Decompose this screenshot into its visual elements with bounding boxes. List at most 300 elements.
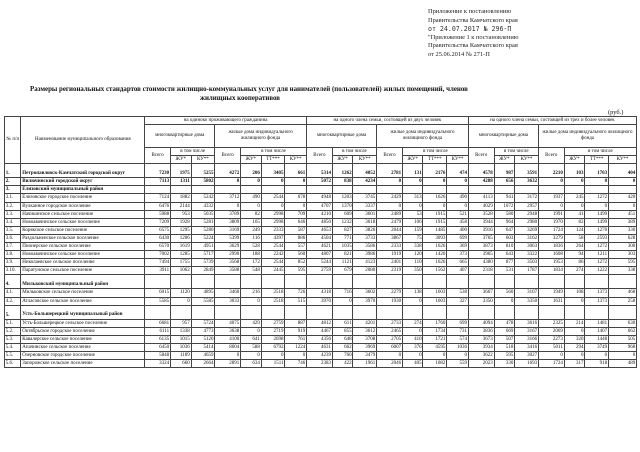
value-cell: 2333: [261, 226, 285, 234]
value-cell: [564, 186, 585, 194]
value-cell: 258: [608, 297, 636, 305]
col-header-zhu: ЖУ*: [402, 156, 423, 164]
value-cell: 669: [494, 327, 515, 335]
value-cell: [564, 305, 585, 319]
value-cell: 515: [285, 297, 307, 305]
row-number: 2.: [5, 178, 21, 186]
col-header-apartment: многоквартирные дома: [307, 125, 377, 148]
value-cell: 3745: [353, 194, 377, 202]
row-number: 3.10.: [5, 267, 21, 275]
value-cell: [332, 275, 353, 289]
value-cell: 1270: [585, 226, 609, 234]
value-cell: 2242: [261, 251, 285, 259]
value-cell: 330: [608, 226, 636, 234]
municipality-name: Апачинское сельское поселение: [21, 343, 145, 351]
value-cell: 0: [538, 351, 564, 359]
row-number: 4.2.: [5, 297, 21, 305]
value-cell: 2948: [515, 210, 539, 218]
value-cell: 643: [494, 251, 515, 259]
value-cell: 131: [402, 164, 423, 178]
col-header-zhu: ЖУ*: [332, 156, 353, 164]
col-header-incl: в том числе: [494, 148, 538, 156]
value-cell: 1407: [585, 327, 609, 335]
value-cell: 611: [332, 319, 353, 327]
value-cell: 2957: [515, 202, 539, 210]
value-cell: 4850: [307, 218, 333, 226]
approval-header: [428, 8, 634, 60]
value-cell: [447, 275, 469, 289]
value-cell: 5724: [191, 319, 215, 327]
value-cell: 3765: [468, 234, 494, 242]
value-cell: 1608: [538, 251, 564, 259]
value-cell: 2705: [377, 335, 403, 343]
value-cell: 507: [494, 335, 515, 343]
value-cell: 5281: [191, 218, 215, 226]
value-cell: 2210: [538, 164, 564, 178]
value-cell: 964: [494, 218, 515, 226]
value-cell: 4631: [307, 343, 333, 351]
value-cell: 300: [608, 243, 636, 251]
value-cell: 1562: [423, 267, 447, 275]
col-header-incl: в том числе: [241, 148, 307, 156]
value-cell: [285, 275, 307, 289]
value-cell: 108: [564, 289, 585, 297]
value-cell: 0: [608, 202, 636, 210]
value-cell: 595: [285, 267, 307, 275]
value-cell: 0: [241, 297, 262, 305]
value-cell: 4288: [468, 178, 494, 186]
value-cell: 1121: [332, 259, 353, 267]
value-cell: 548: [241, 267, 262, 275]
value-cell: 560: [494, 289, 515, 297]
value-cell: 216: [241, 289, 262, 297]
value-cell: 1721: [423, 335, 447, 343]
value-cell: 3616: [515, 319, 539, 327]
value-cell: 3166: [515, 335, 539, 343]
value-cell: 3944: [468, 218, 494, 226]
value-cell: 2698: [261, 335, 285, 343]
value-cell: [145, 275, 171, 289]
col-header-total: Всего: [215, 148, 241, 164]
value-cell: 1930: [377, 297, 403, 305]
value-cell: 1915: [423, 218, 447, 226]
value-cell: 3622: [468, 351, 494, 359]
value-cell: 3712: [215, 194, 241, 202]
value-cell: [585, 275, 609, 289]
value-cell: 1953: [538, 259, 564, 267]
value-cell: 0: [564, 351, 585, 359]
row-number: 5.4.: [5, 343, 21, 351]
value-cell: 634: [241, 360, 262, 368]
value-cell: 4234: [353, 178, 377, 186]
value-cell: 369: [447, 243, 469, 251]
row-number: 3.6.: [5, 234, 21, 242]
col-header-apartment: многоквартирные дома: [468, 125, 538, 148]
value-cell: 1919: [377, 251, 403, 259]
municipality-name: Корякское сельское поселение: [21, 226, 145, 234]
value-cell: 827: [332, 226, 353, 234]
value-cell: 2759: [261, 319, 285, 327]
value-cell: [494, 186, 515, 194]
title-line-2: жилищных кооперативов: [199, 94, 281, 102]
value-cell: 4951: [191, 243, 215, 251]
col-header-individual: жилые дома индивидуального жилищного фонда: [538, 125, 636, 148]
col-header-zhu: ЖУ*: [494, 156, 515, 164]
value-cell: 159: [402, 226, 423, 234]
value-cell: [215, 186, 241, 194]
municipality-name: Вилючинский городской округ: [21, 178, 145, 186]
value-cell: 2479: [377, 218, 403, 226]
value-cell: 5120: [191, 335, 215, 343]
value-cell: [261, 275, 285, 289]
value-cell: 1082: [423, 360, 447, 368]
value-cell: 407: [447, 267, 469, 275]
value-cell: 538: [447, 289, 469, 297]
value-cell: 338: [402, 243, 423, 251]
col-header-two: на одного члена семьи, состоящей из двух человек: [307, 117, 469, 125]
col-header-ku: КУ**: [515, 156, 539, 164]
table-row: [5, 305, 637, 319]
value-cell: 1949: [538, 289, 564, 297]
value-cell: 2998: [261, 210, 285, 218]
value-cell: 4075: [215, 319, 241, 327]
value-cell: 559: [447, 360, 469, 368]
value-cell: [377, 305, 403, 319]
value-cell: 2733: [377, 319, 403, 327]
value-cell: 0: [402, 351, 423, 359]
value-cell: 5717: [191, 251, 215, 259]
value-cell: 3969: [353, 343, 377, 351]
value-cell: 6007: [377, 343, 403, 351]
value-cell: 1036: [447, 343, 469, 351]
municipality-name: Пионерское сельское поселение: [21, 243, 145, 251]
value-cell: 1370: [332, 202, 353, 210]
value-cell: 2980: [515, 218, 539, 226]
value-cell: 4029: [468, 202, 494, 210]
value-cell: 1603: [423, 289, 447, 297]
value-cell: 761: [285, 335, 307, 343]
value-cell: 0: [447, 202, 469, 210]
value-cell: 0: [377, 351, 403, 359]
value-cell: 1693: [515, 360, 539, 368]
col-header-total: Всего: [377, 148, 403, 164]
value-cell: 4504: [307, 234, 333, 242]
value-cell: [307, 186, 333, 194]
value-cell: 630: [608, 319, 636, 327]
municipality-name: Мильковский муниципальный район: [21, 275, 145, 289]
col-header-total: Всего: [468, 148, 494, 164]
value-cell: 560: [285, 251, 307, 259]
value-cell: 3970: [307, 297, 333, 305]
value-cell: 1036: [170, 343, 191, 351]
value-cell: 746: [285, 360, 307, 368]
value-cell: 2383: [307, 360, 333, 368]
value-cell: 1222: [585, 267, 609, 275]
value-cell: [353, 305, 377, 319]
title-line-1: Размеры региональных стандартов стоимости жилищно-коммунальных услуг для нанимателей (пользователей) жилых помещений, членов: [30, 86, 468, 93]
value-cell: 3460: [215, 289, 241, 297]
value-cell: 4094: [468, 319, 494, 327]
value-cell: 887: [285, 319, 307, 327]
value-cell: 1724: [538, 360, 564, 368]
value-cell: [285, 186, 307, 194]
value-cell: 968: [608, 343, 636, 351]
value-cell: 518: [494, 343, 515, 351]
row-number: 3.2.: [5, 202, 21, 210]
value-cell: [145, 305, 171, 319]
value-cell: 0: [608, 178, 636, 186]
municipality-name: Мильковское сельское поселение: [21, 289, 145, 297]
table-row: [5, 259, 637, 267]
value-cell: 505: [608, 335, 636, 343]
value-cell: 2719: [261, 327, 285, 335]
value-cell: 3749: [585, 343, 609, 351]
value-cell: 3063: [515, 243, 539, 251]
value-cell: 5314: [307, 164, 333, 178]
value-cell: [191, 186, 215, 194]
value-cell: 1834: [538, 267, 564, 275]
value-cell: 3867: [377, 234, 403, 242]
value-cell: [494, 275, 515, 289]
value-cell: 1626: [423, 194, 447, 202]
value-cell: 3093: [423, 234, 447, 242]
row-number: 3.3.: [5, 210, 21, 218]
table-row: [5, 243, 637, 251]
value-cell: 5242: [191, 194, 215, 202]
col-header-single: на одиноко проживающего гражданина: [145, 117, 307, 125]
col-header-ku: КУ**: [447, 156, 469, 164]
value-cell: 3162: [515, 234, 539, 242]
value-cell: [538, 305, 564, 319]
value-cell: [402, 186, 423, 194]
value-cell: 3965: [468, 251, 494, 259]
value-cell: [608, 305, 636, 319]
value-cell: [261, 186, 285, 194]
value-cell: 1915: [423, 210, 447, 218]
value-cell: 716: [332, 289, 353, 297]
value-cell: 3279: [538, 234, 564, 242]
value-cell: 0: [402, 297, 423, 305]
value-cell: 0: [261, 351, 285, 359]
municipality-name: Атласовское сельское поселение: [21, 297, 145, 305]
value-cell: 2333: [377, 243, 403, 251]
value-cell: 641: [241, 335, 262, 343]
value-cell: 468: [608, 289, 636, 297]
value-cell: 731: [447, 327, 469, 335]
value-cell: 41: [564, 210, 585, 218]
value-cell: 2544: [261, 259, 285, 267]
col-header-incl: в том числе: [564, 148, 636, 156]
value-cell: 2781: [377, 164, 403, 178]
value-cell: 0: [215, 178, 241, 186]
col-header-total: Всего: [538, 148, 564, 164]
value-cell: 2429: [377, 194, 403, 202]
table-row: [5, 194, 637, 202]
municipality-name: Озерновское городское поселение: [21, 351, 145, 359]
col-header-total: Всего: [307, 148, 333, 164]
value-cell: 3667: [468, 289, 494, 297]
col-header-number: № п/п: [5, 117, 21, 164]
value-cell: 709: [285, 210, 307, 218]
row-number: 1.: [5, 164, 21, 178]
value-cell: 0: [585, 351, 609, 359]
value-cell: 3602: [353, 289, 377, 297]
value-cell: 489: [608, 360, 636, 368]
value-cell: 320: [564, 335, 585, 343]
row-number: 3.8.: [5, 251, 21, 259]
table-row: [5, 202, 637, 210]
value-cell: 521: [447, 210, 469, 218]
municipality-name: Новоавачинское сельское поселение: [21, 251, 145, 259]
value-cell: 1295: [170, 226, 191, 234]
value-cell: 1189: [170, 351, 191, 359]
value-cell: 3479: [353, 351, 377, 359]
value-cell: 588: [241, 343, 262, 351]
header-line: "Приложение 1 к постановлению: [428, 33, 519, 41]
value-cell: 1937: [538, 194, 564, 202]
value-cell: 662: [608, 327, 636, 335]
value-cell: 3405: [261, 164, 285, 178]
value-cell: 1015: [170, 335, 191, 343]
municipality-name: Усть-Большерецкий муниципальный район: [21, 305, 145, 319]
value-cell: 0: [285, 202, 307, 210]
municipality-name: Начикинское сельское поселение: [21, 210, 145, 218]
value-cell: 0: [285, 178, 307, 186]
value-cell: 665: [447, 259, 469, 267]
value-cell: 1991: [538, 210, 564, 218]
table-row: [5, 351, 637, 359]
value-cell: 3601: [353, 210, 377, 218]
value-cell: 6015: [145, 289, 171, 297]
value-cell: 313: [402, 194, 423, 202]
value-cell: [377, 186, 403, 194]
value-cell: [402, 275, 423, 289]
value-cell: 188: [241, 251, 262, 259]
value-cell: 82: [241, 210, 262, 218]
value-cell: 3337: [353, 202, 377, 210]
value-cell: 0: [402, 178, 423, 186]
col-header-zhu: ЖУ*: [564, 156, 585, 164]
value-cell: 4948: [307, 194, 333, 202]
value-cell: 4467: [307, 327, 333, 335]
value-cell: [332, 305, 353, 319]
value-cell: 886: [285, 234, 307, 242]
value-cell: 3588: [215, 267, 241, 275]
value-cell: 3269: [515, 226, 539, 234]
municipality-name: Елизовский муниципальный район: [21, 186, 145, 194]
col-header-tt: ТТ***: [423, 156, 447, 164]
value-cell: 124: [564, 226, 585, 234]
value-cell: 2518: [261, 289, 285, 297]
value-cell: 4100: [215, 335, 241, 343]
value-cell: 3528: [468, 210, 494, 218]
value-cell: 2465: [377, 327, 403, 335]
municipality-name: Раздольненское сельское поселение: [21, 234, 145, 242]
value-cell: 3789: [215, 210, 241, 218]
value-cell: 3986: [353, 251, 377, 259]
value-cell: 478: [494, 319, 515, 327]
value-cell: 1338: [170, 327, 191, 335]
col-header-individual: жилые дома индивидуального жилищного фонда: [377, 125, 469, 148]
value-cell: 75: [402, 234, 423, 242]
col-header-ku: КУ**: [285, 156, 307, 164]
col-header-incl: в том числе: [170, 148, 214, 156]
value-cell: [307, 305, 333, 319]
value-cell: 317: [564, 360, 585, 368]
value-cell: 660: [170, 360, 191, 368]
row-number: 5.3.: [5, 335, 21, 343]
value-cell: 603: [494, 234, 515, 242]
value-cell: 3416: [515, 343, 539, 351]
value-cell: 647: [494, 226, 515, 234]
value-cell: 0: [285, 351, 307, 359]
table-row: [5, 289, 637, 297]
value-cell: 574: [447, 335, 469, 343]
row-number: 5.: [5, 305, 21, 319]
table-row: [5, 251, 637, 259]
value-cell: [423, 186, 447, 194]
value-cell: 405: [402, 360, 423, 368]
value-cell: [170, 305, 191, 319]
value-cell: 4659: [191, 351, 215, 359]
value-cell: 1631: [538, 297, 564, 305]
value-cell: 0: [377, 178, 403, 186]
value-cell: 4113: [468, 194, 494, 202]
value-cell: [215, 305, 241, 319]
row-number: 5.5.: [5, 351, 21, 359]
value-cell: 172: [241, 259, 262, 267]
value-cell: 2144: [170, 202, 191, 210]
value-cell: 5072: [307, 178, 333, 186]
value-cell: 3172: [515, 194, 539, 202]
value-cell: 86: [564, 259, 585, 267]
value-cell: 1961: [353, 360, 377, 368]
value-cell: [377, 275, 403, 289]
value-cell: 699: [447, 234, 469, 242]
value-cell: [447, 305, 469, 319]
value-cell: 4123: [353, 259, 377, 267]
value-cell: 1975: [170, 164, 191, 178]
value-cell: 4332: [191, 202, 215, 210]
value-cell: 4653: [307, 226, 333, 234]
value-cell: 3350: [468, 297, 494, 305]
value-cell: [468, 305, 494, 319]
value-cell: 1787: [515, 267, 539, 275]
value-cell: 5280: [191, 226, 215, 234]
value-cell: 6476: [145, 202, 171, 210]
value-cell: 0: [241, 327, 262, 335]
value-cell: 2176: [423, 164, 447, 178]
value-cell: 0: [170, 297, 191, 305]
value-cell: 595: [494, 351, 515, 359]
value-cell: 4895: [191, 289, 215, 297]
header-line-date: от 24.07.2017 № 296-П: [428, 25, 512, 34]
value-cell: 656: [494, 178, 515, 186]
row-number: 3.9.: [5, 259, 21, 267]
value-cell: 0: [585, 178, 609, 186]
col-header-zhu: ЖУ*: [170, 156, 191, 164]
table-row: [5, 267, 637, 275]
value-cell: 2489: [377, 210, 403, 218]
table-row: [5, 186, 637, 194]
value-cell: 3632: [515, 178, 539, 186]
value-cell: 0: [423, 202, 447, 210]
value-cell: 953: [170, 210, 191, 218]
value-cell: 1882: [170, 194, 191, 202]
value-cell: [215, 275, 241, 289]
value-cell: 0: [261, 202, 285, 210]
value-cell: 58: [564, 234, 585, 242]
